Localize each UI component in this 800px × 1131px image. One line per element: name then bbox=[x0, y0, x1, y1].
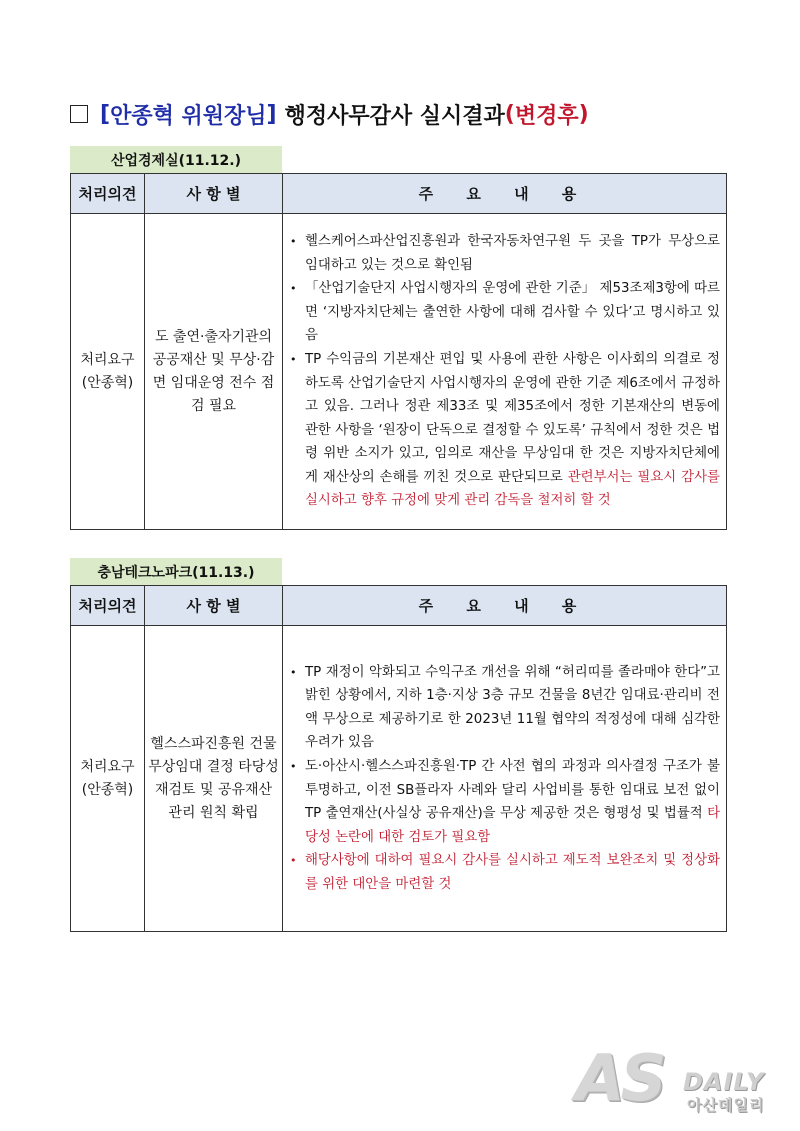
bullet-text: 헬스케어스파산업진흥원과 한국자동차연구원 두 곳을 TP가 무상으로 임대하고 있는 것으로 확인됨 bbox=[305, 233, 720, 273]
checkbox-square-icon bbox=[70, 105, 88, 123]
header-opinion: 처리의견 bbox=[71, 586, 145, 626]
logo-word: DAILY bbox=[683, 1068, 765, 1096]
title-committee-name: 안종혁 위원장님 bbox=[110, 103, 267, 129]
content-cell bbox=[283, 214, 727, 530]
content-bullet bbox=[289, 348, 720, 513]
bullet-highlight-text: 타당성 논란에 대한 검토가 필요함 bbox=[305, 806, 720, 845]
section-tag-technopark: 충남테크노파크(11.13.) bbox=[70, 558, 282, 585]
opinion-type: 처리요구 bbox=[80, 351, 135, 368]
header-content: 주 요 내 용 bbox=[283, 586, 727, 626]
bullet-highlight-text: 해당사항에 대하여 필요시 감사를 실시하고 제도적 보완조치 및 정상화를 위한 대안을 마련할 것 bbox=[305, 853, 720, 892]
table-header-row bbox=[71, 586, 727, 626]
document-title bbox=[70, 97, 750, 131]
header-item: 사 항 별 bbox=[145, 586, 283, 626]
opinion-cell bbox=[71, 626, 145, 932]
table-row bbox=[71, 626, 727, 932]
content-bullet bbox=[289, 849, 720, 896]
content-bullet bbox=[289, 230, 720, 277]
logo-mark: AS bbox=[575, 1042, 663, 1116]
content-cell bbox=[283, 626, 727, 932]
title-suffix: 변경후 bbox=[514, 103, 579, 129]
section-tag-industry: 산업경제실(11.12.) bbox=[70, 146, 282, 173]
header-item: 사 항 별 bbox=[145, 174, 283, 214]
bullet-text: TP 재정이 악화되고 수익구조 개선을 위해 “허리띠를 졸라매야 한다”고 밝힌 상황에서, 지하 1층·지상 3층 규모 건물을 8년간 임대료·관리비 전액 무상으로 제공하기로 한 2023년 11월 협약의 적정성에 대해 심각한 우려가 있음 bbox=[305, 664, 720, 751]
title-main: 행정사무감사 실시결과 bbox=[284, 103, 505, 129]
bullet-highlight-text: 관련부서는 필요시 감사를 실시하고 향후 규정에 맞게 관리 감독을 철저히 할 것 bbox=[305, 469, 720, 509]
title-bracket-open: [ bbox=[100, 101, 111, 127]
header-opinion: 처리의견 bbox=[71, 174, 145, 214]
bullet-text: 도·아산시·헬스스파진흥원·TP 간 사전 협의 과정과 의사결정 구조가 불투명하고, 이전 SB플라자 사례와 달리 사업비를 통한 임대료 보전 없이 TP 출연재산(사실상 공유재산)을 무상 제공한 것은 형평성 및 법률적 bbox=[305, 758, 720, 822]
opinion-cell bbox=[71, 214, 145, 530]
item-cell: 헬스스파진흥원 건물 무상임대 결정 타당성 재검토 및 공유재산 관리 원칙 확립 bbox=[145, 626, 283, 932]
content-bullet bbox=[289, 277, 720, 348]
opinion-member: (안종혁) bbox=[81, 781, 134, 798]
report-table-industry bbox=[70, 173, 727, 530]
title-suffix-close: ) bbox=[578, 101, 589, 127]
table-header-row bbox=[71, 174, 727, 214]
logo-korean: 아산데일리 bbox=[687, 1096, 765, 1114]
report-table-technopark bbox=[70, 585, 727, 932]
opinion-type: 처리요구 bbox=[80, 758, 135, 775]
content-bullet bbox=[289, 661, 720, 755]
header-content: 주 요 내 용 bbox=[283, 174, 727, 214]
opinion-member: (안종혁) bbox=[81, 374, 134, 391]
content-bullet bbox=[289, 755, 720, 849]
title-suffix-open: ( bbox=[504, 101, 515, 127]
item-cell: 도 출연·출자기관의 공공재산 및 무상·감면 임대운영 전수 점검 필요 bbox=[145, 214, 283, 530]
asan-daily-logo bbox=[575, 1042, 795, 1122]
title-bracket-close: ] bbox=[266, 101, 277, 127]
table-row bbox=[71, 214, 727, 530]
bullet-text: TP 수익금의 기본재산 편입 및 사용에 관한 사항은 이사회의 의결로 정하도록 산업기술단지 사업시행자의 운영에 관한 기준 제6조에서 규정하고 있음. 그러나 정관 제33조 및 제35조에서 정한 기본재산의 변동에 관한 사항을 ‘원장이 단독으로 결정할 수 있도록’ 규칙에서 정한 것은 법령 위반 소지가 있고, 임의로 재산을 무상임대 한 것은 지방자치단체에게 재산상의 손해를 끼친 것으로 판단되므로 bbox=[305, 351, 720, 485]
bullet-text: 「산업기술단지 사업시행자의 운영에 관한 기준」 제53조제3항에 따르면 ‘지방자치단체는 출연한 사항에 대해 검사할 수 있다’고 명시하고 있음 bbox=[305, 281, 720, 344]
